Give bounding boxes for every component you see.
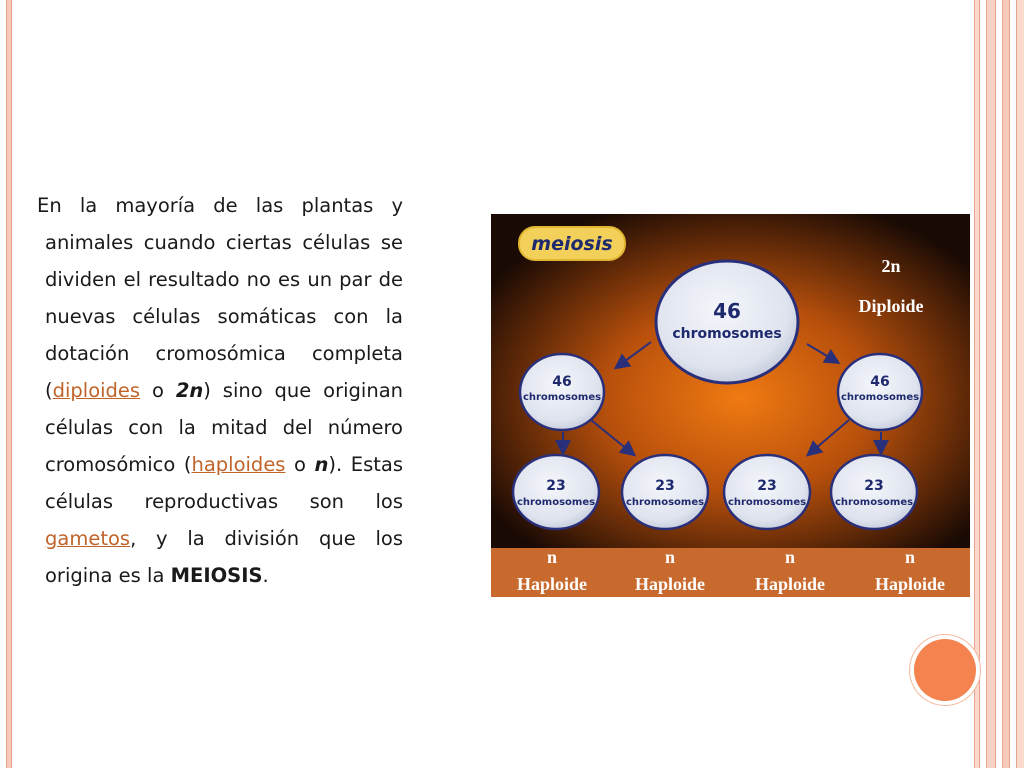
haploid-label	[497, 544, 607, 598]
text-segment: o	[140, 379, 176, 402]
daughter-cell-label: chromosomes	[727, 497, 807, 508]
haploid-word: Haploide	[516, 574, 587, 594]
parent-cell-label: chromosomes	[672, 326, 782, 342]
haploid-word: Haploide	[754, 574, 825, 594]
link-diploides[interactable]: diploides	[52, 379, 141, 402]
daughter-cell	[513, 455, 599, 529]
term-2n: 2n	[175, 379, 204, 402]
parent-cell-number: 46	[713, 299, 741, 323]
diploid-word: Diploide	[858, 296, 924, 316]
daughter-cell	[831, 455, 917, 529]
meiosis-diagram	[491, 214, 970, 597]
mid-cell-label: chromosomes	[522, 392, 602, 403]
daughter-cell-number: 23	[546, 478, 566, 494]
diploid-label	[831, 246, 951, 326]
text-segment: ) sino que originan células con la mitad del número cromosómico (	[45, 379, 404, 476]
haploid-symbol: n	[784, 547, 795, 567]
haploid-label	[735, 544, 845, 598]
mid-cell-right	[838, 354, 922, 430]
link-gametos[interactable]: gametos	[45, 527, 131, 550]
decorative-circle	[914, 639, 976, 701]
term-meiosis: MEIOSIS	[170, 564, 263, 587]
diploid-symbol: 2n	[881, 256, 901, 276]
daughter-cell-label: chromosomes	[516, 497, 596, 508]
haploid-word: Haploide	[874, 574, 945, 594]
daughter-cell-label: chromosomes	[834, 497, 914, 508]
text-segment: ). Estas células reproductivas son los	[45, 453, 403, 513]
mid-cell-left	[520, 354, 604, 430]
daughter-cell-number: 23	[655, 478, 675, 494]
haploid-symbol: n	[664, 547, 675, 567]
text-segment: , y la división que los origina es la	[45, 527, 403, 587]
link-haploides[interactable]: haploides	[191, 453, 286, 476]
term-n: n	[314, 453, 329, 476]
mid-cell-number: 46	[870, 374, 890, 390]
text-segment: .	[262, 564, 269, 587]
haploid-label	[855, 544, 965, 598]
haploid-symbol: n	[546, 547, 557, 567]
daughter-cell-number: 23	[864, 478, 884, 494]
daughter-cell-number: 23	[757, 478, 777, 494]
mid-cell-label: chromosomes	[840, 392, 920, 403]
parent-cell	[656, 261, 798, 383]
left-border-stripe	[6, 0, 12, 768]
text-segment: En la mayoría de las plantas y animales cuando ciertas células se dividen el resultado no es un par de nuevas células somáticas con la dotación cromosómica completa (	[37, 194, 403, 402]
daughter-cell	[622, 455, 708, 529]
text-segment: o	[285, 453, 315, 476]
right-border-stripes	[974, 0, 1024, 768]
haploid-symbol: n	[904, 547, 915, 567]
meiosis-paragraph	[37, 187, 404, 594]
daughter-cell-label: chromosomes	[625, 497, 705, 508]
badge-text: meiosis	[531, 233, 613, 255]
daughter-cell	[724, 455, 810, 529]
mid-cell-number: 46	[552, 374, 572, 390]
haploid-word: Haploide	[634, 574, 705, 594]
meiosis-badge	[519, 227, 625, 260]
haploid-label	[615, 544, 725, 598]
